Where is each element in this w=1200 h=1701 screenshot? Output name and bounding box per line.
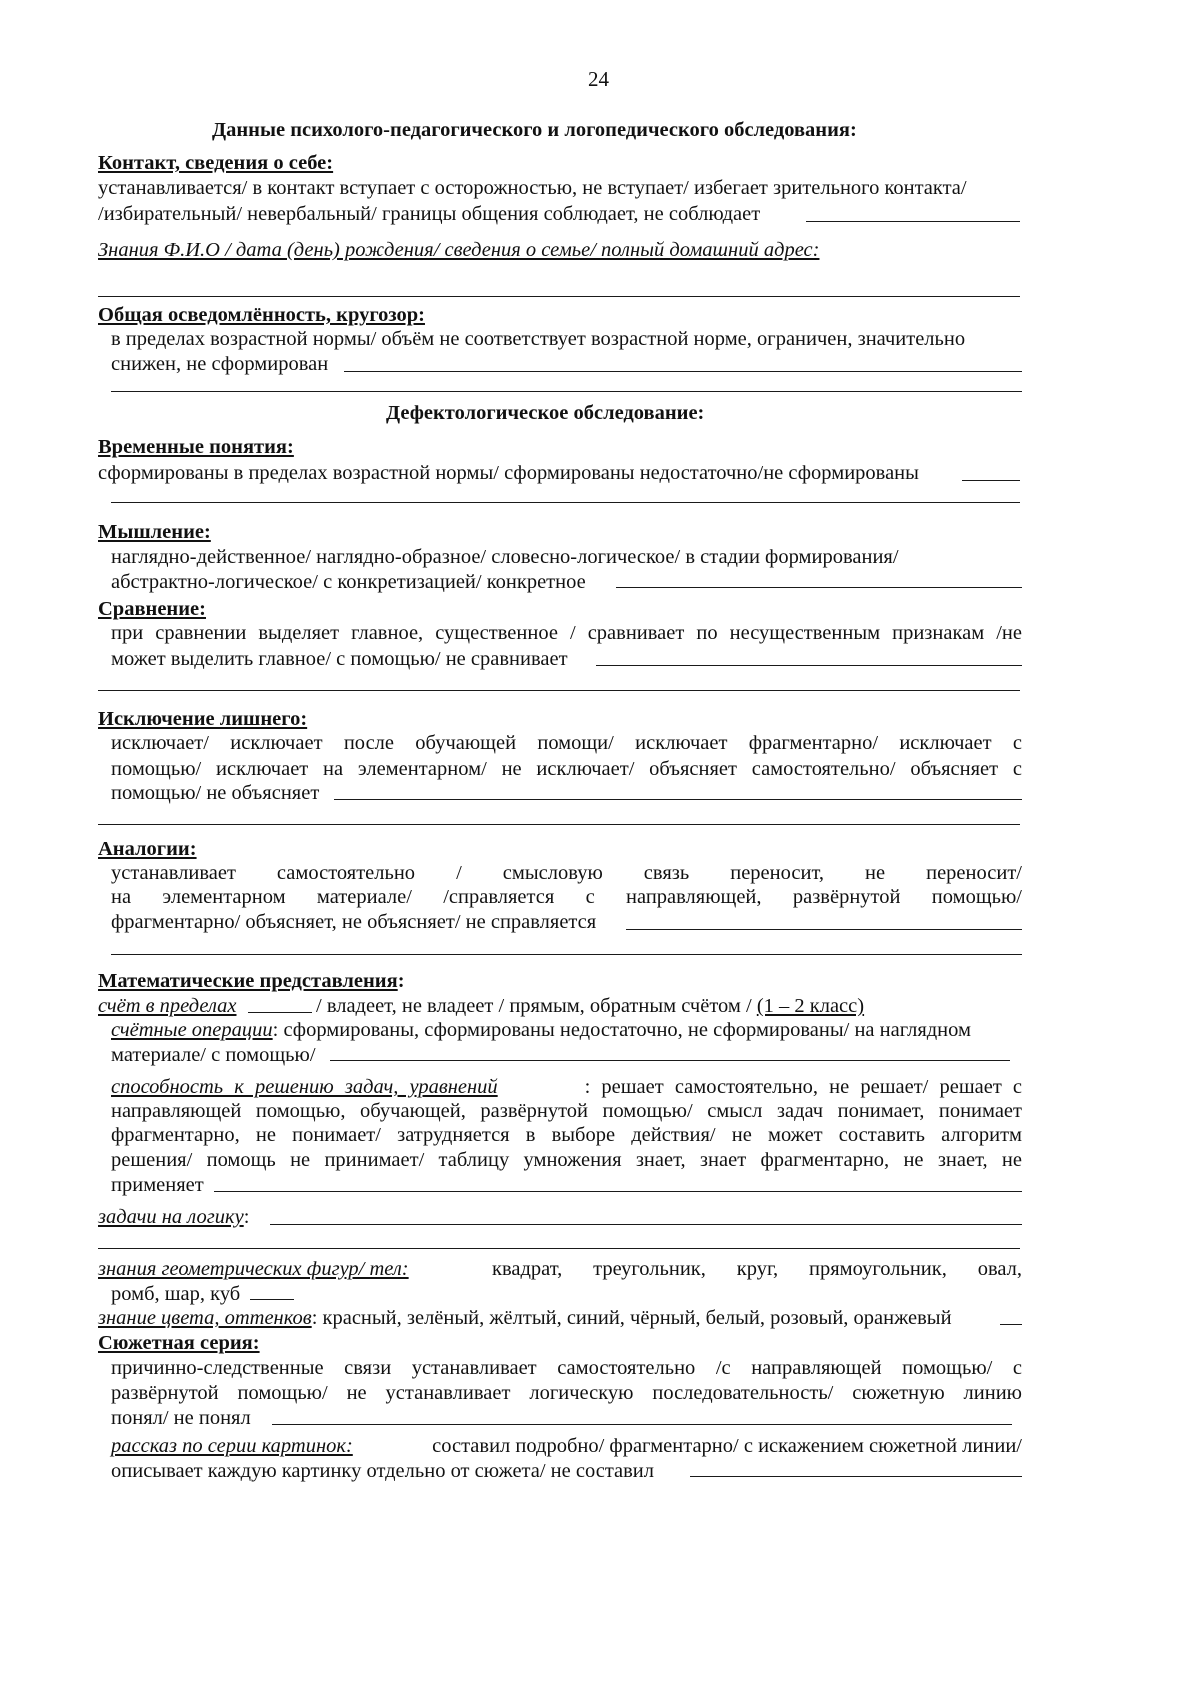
awareness-fill-line[interactable] [344,371,1022,372]
story-heading: Сюжетная серия: [98,1332,260,1354]
comparison-extra-line[interactable] [98,690,1020,691]
math-tasks-line-3: фрагментарно, не понимает/ затрудняется в выборе действия/ не может составить алгоритм [111,1124,1022,1146]
math-geometry-label: знания геометрических фигур/ тел: [98,1258,409,1280]
math-ops-text: : сформированы, сформированы недостаточно, не сформированы/ на наглядном [272,1019,971,1041]
math-logic-label: задачи на логику [98,1206,244,1228]
exclusion-line-2: помощью/ исключает на элементарном/ не исключает/ объясняет самостоятельно/ объясняет с [111,758,1022,780]
math-colors-fill-line[interactable] [1000,1324,1022,1325]
story-picture-fill-line[interactable] [690,1476,1022,1477]
math-logic-row: задачи на логику: [98,1206,250,1228]
story-fill-line[interactable] [272,1424,1012,1425]
thinking-heading: Мышление: [98,521,211,543]
analogies-fill-line[interactable] [626,929,1022,930]
exclusion-heading: Исключение лишнего: [98,708,308,730]
contact-heading: Контакт, сведения о себе: [98,152,334,174]
contact-line-2: /избирательный/ невербальный/ границы общения соблюдает, не соблюдает [98,203,761,225]
math-tasks-fill-line[interactable] [214,1191,1022,1192]
story-line-3: понял/ не понял [111,1407,251,1429]
page-number: 24 [588,67,609,91]
analogies-line-1: устанавливает самостоятельно / смысловую связь переносит, не переносит/ [111,862,1022,884]
math-heading-row: Математические представления: [98,970,405,992]
contact-fill-line[interactable] [806,221,1020,222]
comparison-line-1: при сравнении выделяет главное, существенное / сравнивает по несущественным признакам /не [111,622,1022,644]
math-tasks-line-5: применяет [111,1174,204,1196]
math-tasks-label: способность к решению задач, уравнений [111,1076,498,1098]
time-heading: Временные понятия: [98,436,294,458]
thinking-fill-line[interactable] [616,587,1022,588]
math-geometry-row [98,1256,1022,1282]
thinking-line-1: наглядно-действенное/ наглядно-образное/ словесно-логическое/ в стадии формирования/ [111,546,899,568]
math-ops-fill-line[interactable] [330,1060,1010,1061]
math-colors-label: знание цвета, оттенков [98,1307,312,1329]
comparison-heading: Сравнение: [98,598,206,620]
time-extra-line[interactable] [111,502,1020,503]
story-picture-row [111,1433,1022,1459]
math-logic-extra-line[interactable] [98,1248,1020,1249]
math-count-text-row [316,993,864,1019]
math-colors-text: : красный, зелёный, жёлтый, синий, чёрный, белый, розовый, оранжевый [311,1307,952,1329]
math-ops-row [111,1017,971,1043]
defect-section-title: Дефектологическое обследование: [386,402,705,424]
math-tasks-row [111,1074,1022,1100]
exclusion-fill-line[interactable] [334,799,1022,800]
analogies-heading: Аналогии: [98,838,197,860]
analogies-extra-line[interactable] [111,954,1022,955]
math-geometry-fill-line[interactable] [250,1299,294,1300]
story-picture-line-1: составил подробно/ фрагментарно/ с искажением сюжетной линии/ [432,1435,1022,1457]
contact-knowledge-label: Знания Ф.И.О / дата (день) рождения/ сведения о семье/ полный домашний адрес: [98,239,820,261]
story-line-2: развёрнутой помощью/ не устанавливает логическую последовательность/ сюжетную линию [111,1382,1022,1404]
comparison-fill-line[interactable] [596,665,1022,666]
math-logic-fill-line[interactable] [270,1224,1022,1225]
math-count-fill-line[interactable] [248,1012,312,1013]
awareness-extra-line[interactable] [111,391,1022,392]
math-count-label: счёт в пределах [98,995,237,1017]
math-geometry-line-1: квадрат, треугольник, круг, прямоугольник, овал, [492,1258,1022,1280]
awareness-heading: Общая осведомлённость, кругозор: [98,304,425,326]
comparison-line-2: может выделить главное/ с помощью/ не сравнивает [111,648,568,670]
analogies-line-2: на элементарном материале/ /справляется с направляющей, развёрнутой помощью/ [111,886,1022,908]
thinking-line-2: абстрактно-логическое/ с конкретизацией/ конкретное [111,571,586,593]
exclusion-line-1: исключает/ исключает после обучающей помощи/ исключает фрагментарно/ исключает с [111,732,1022,754]
math-heading: Математические представления [98,970,398,992]
math-ops-label: счётные операции [111,1019,273,1041]
time-line-1: сформированы в пределах возрастной нормы/ сформированы недостаточно/не сформированы [98,462,919,484]
math-tasks-line-2: направляющей помощью, обучающей, развёрнутой помощью/ смысл задач понимает, понимает [111,1100,1022,1122]
story-picture-line-2: описывает каждую картинку отдельно от сюжета/ не составил [111,1460,655,1482]
story-line-1: причинно-следственные связи устанавливает самостоятельно /с направляющей помощью/ с [111,1357,1022,1379]
math-count-row [98,993,237,1019]
math-colors-row [98,1305,952,1331]
awareness-line-1: в пределах возрастной нормы/ объём не соответствует возрастной норме, ограничен, значительно [111,328,966,350]
math-geometry-line-2: ромб, шар, куб [111,1283,241,1305]
contact-line-1: устанавливается/ в контакт вступает с осторожностью, не вступает/ избегает зрительного контакта/ [98,177,967,199]
math-tasks-line-4: решения/ помощь не принимает/ таблицу умножения знает, знает фрагментарно, не знает, не [111,1149,1022,1171]
exclusion-line-3: помощью/ не объясняет [111,782,320,804]
page-title: Данные психолого-педагогического и логопедического обследования: [212,119,857,141]
story-picture-label: рассказ по серии картинок: [111,1435,353,1457]
analogies-line-3: фрагментарно/ объясняет, не объясняет/ не справляется [111,911,597,933]
time-fill-line[interactable] [962,480,1020,481]
math-tasks-line-1: : решает самостоятельно, не решает/ решает с [584,1076,1022,1098]
awareness-line-2: снижен, не сформирован [111,353,329,375]
math-count-text: / владеет, не владеет / прямым, обратным счётом / [316,995,752,1017]
exclusion-extra-line[interactable] [98,824,1020,825]
math-count-grade: (1 – 2 класс) [756,995,865,1017]
math-ops-line-2: материале/ с помощью/ [111,1044,316,1066]
contact-knowledge-fill-line[interactable] [98,296,1020,297]
